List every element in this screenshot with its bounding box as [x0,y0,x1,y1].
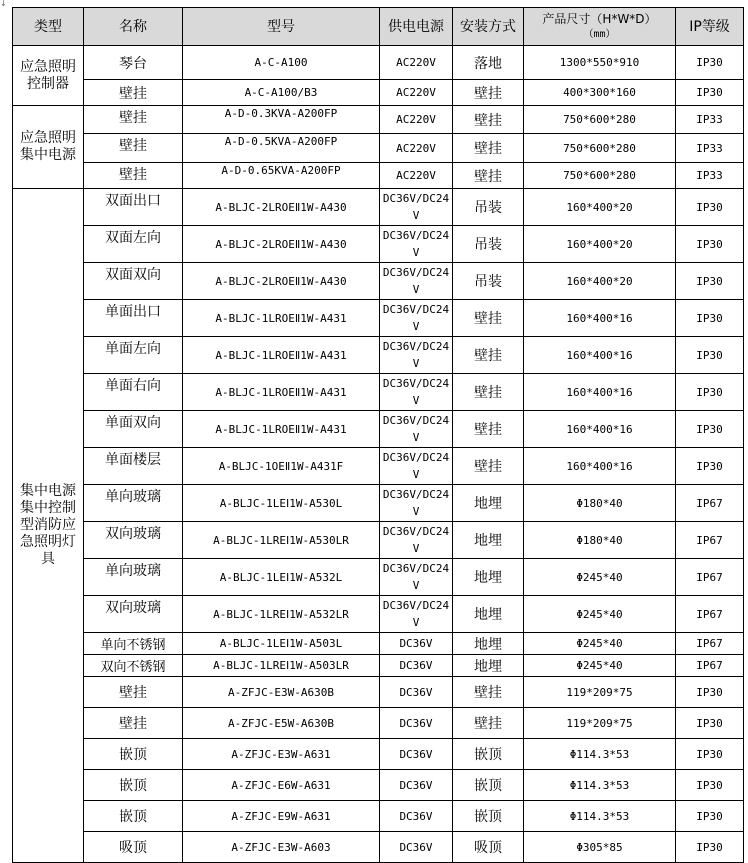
name-cell: 壁挂 [84,163,183,189]
size-cell: Φ245*40 [524,596,676,633]
name-cell: 双面左向 [84,226,183,263]
size-cell: 160*400*20 [524,226,676,263]
name-cell: 壁挂 [84,106,183,134]
product-spec-table [12,7,744,863]
model-cell: A-ZFJC-E3W-A630B [183,677,380,708]
table-row [13,106,744,134]
install-cell: 壁挂 [453,80,524,106]
table-row [13,134,744,163]
model-cell: A-ZFJC-E9W-A631 [183,801,380,832]
name-cell: 单向不锈钢 [84,633,183,655]
name-cell: 单面楼层 [84,448,183,485]
install-cell: 壁挂 [453,337,524,374]
model-cell: A-BLJC-1LREⅠ1W-A530LR [183,522,380,559]
install-cell: 壁挂 [453,411,524,448]
power-cell: DC36V [380,770,453,801]
ip-cell: IP30 [676,337,744,374]
name-cell: 双向不锈钢 [84,655,183,677]
table-body [13,46,744,863]
name-cell: 单面左向 [84,337,183,374]
header-size-unit: （mm） [583,28,616,40]
size-cell: 750*600*280 [524,106,676,134]
table-row [13,374,744,411]
power-cell: DC36V [380,633,453,655]
install-cell: 壁挂 [453,163,524,189]
model-cell: A-D-0.5KVA-A200FP [183,134,380,163]
size-cell: 400*300*160 [524,80,676,106]
table-row [13,485,744,522]
install-cell: 吊装 [453,226,524,263]
model-cell: A-BLJC-1LROEⅡ1W-A431 [183,374,380,411]
model-cell: A-BLJC-1LEⅠ1W-A532L [183,559,380,596]
name-cell: 吸顶 [84,832,183,863]
power-cell: DC36V/DC24V [380,522,453,559]
name-cell: 单面右向 [84,374,183,411]
size-cell: Φ305*85 [524,832,676,863]
model-cell: A-D-0.65KVA-A200FP [183,163,380,189]
table-row [13,226,744,263]
size-cell: Φ114.3*53 [524,801,676,832]
model-cell: A-ZFJC-E6W-A631 [183,770,380,801]
size-cell: Φ245*40 [524,559,676,596]
table-row [13,46,744,80]
size-cell: Φ245*40 [524,655,676,677]
install-cell: 壁挂 [453,300,524,337]
ip-cell: IP67 [676,522,744,559]
model-cell: A-BLJC-2LROEⅡ1W-A430 [183,226,380,263]
ip-cell: IP30 [676,300,744,337]
size-cell: 160*400*16 [524,337,676,374]
ip-cell: IP30 [676,46,744,80]
install-cell: 壁挂 [453,134,524,163]
table-row [13,677,744,708]
model-cell: A-BLJC-1LROEⅡ1W-A431 [183,300,380,337]
model-cell: A-C-A100/B3 [183,80,380,106]
table-row [13,300,744,337]
table-row [13,522,744,559]
power-cell: DC36V/DC24V [380,559,453,596]
header-power: 供电电源 [380,8,453,46]
name-cell: 壁挂 [84,80,183,106]
model-cell: A-BLJC-1LEⅠ1W-A503L [183,633,380,655]
install-cell: 壁挂 [453,677,524,708]
ip-cell: IP30 [676,189,744,226]
type-cell: 集中电源集中控制型消防应急照明灯具 [13,189,84,863]
table-row [13,770,744,801]
name-cell: 单向玻璃 [84,485,183,522]
model-cell: A-BLJC-1LREⅠ1W-A532LR [183,596,380,633]
name-cell: 单面双向 [84,411,183,448]
ip-cell: IP67 [676,633,744,655]
ip-cell: IP30 [676,708,744,739]
size-cell: Φ114.3*53 [524,739,676,770]
size-cell: 750*600*280 [524,134,676,163]
header-size-label: 产品尺寸（H*W*D） [542,11,657,26]
ip-cell: IP30 [676,80,744,106]
install-cell: 吸顶 [453,832,524,863]
table-row [13,739,744,770]
type-cell: 应急照明集中电源 [13,106,84,189]
power-cell: AC220V [380,46,453,80]
power-cell: DC36V [380,739,453,770]
install-cell: 壁挂 [453,106,524,134]
header-install: 安装方式 [453,8,524,46]
table-row [13,163,744,189]
name-cell: 单向玻璃 [84,559,183,596]
size-cell: Φ180*40 [524,522,676,559]
size-cell: 160*400*16 [524,411,676,448]
power-cell: DC36V [380,655,453,677]
name-cell: 壁挂 [84,134,183,163]
ip-cell: IP67 [676,596,744,633]
name-cell: 双面双向 [84,263,183,300]
model-cell: A-BLJC-1OEⅡ1W-A431F [183,448,380,485]
header-name: 名称 [84,8,183,46]
ip-cell: IP30 [676,677,744,708]
model-cell: A-BLJC-1LEⅠ1W-A530L [183,485,380,522]
install-cell: 嵌顶 [453,739,524,770]
name-cell: 双向玻璃 [84,522,183,559]
install-cell: 嵌顶 [453,801,524,832]
ip-cell: IP30 [676,739,744,770]
name-cell: 壁挂 [84,677,183,708]
install-cell: 地埋 [453,633,524,655]
ip-cell: IP67 [676,655,744,677]
size-cell: 1300*550*910 [524,46,676,80]
power-cell: DC36V/DC24V [380,596,453,633]
table-row [13,708,744,739]
ip-cell: IP30 [676,801,744,832]
name-cell: 单面出口 [84,300,183,337]
name-cell: 嵌顶 [84,739,183,770]
install-cell: 壁挂 [453,708,524,739]
name-cell: 壁挂 [84,708,183,739]
table-row [13,337,744,374]
ip-cell: IP30 [676,226,744,263]
name-cell: 双面出口 [84,189,183,226]
table-row [13,801,744,832]
power-cell: DC36V [380,708,453,739]
power-cell: DC36V/DC24V [380,411,453,448]
power-cell: DC36V/DC24V [380,485,453,522]
model-cell: A-BLJC-2LROEⅡ1W-A430 [183,189,380,226]
power-cell: DC36V [380,677,453,708]
model-cell: A-C-A100 [183,46,380,80]
model-cell: A-D-0.3KVA-A200FP [183,106,380,134]
table-row [13,633,744,655]
table-row [13,655,744,677]
table-row [13,411,744,448]
install-cell: 壁挂 [453,448,524,485]
model-cell: A-ZFJC-E3W-A603 [183,832,380,863]
ip-cell: IP33 [676,134,744,163]
model-cell: A-ZFJC-E5W-A630B [183,708,380,739]
install-cell: 吊装 [453,263,524,300]
size-cell: 160*400*16 [524,448,676,485]
table-row [13,80,744,106]
name-cell: 嵌顶 [84,770,183,801]
ip-cell: IP30 [676,374,744,411]
install-cell: 地埋 [453,596,524,633]
install-cell: 壁挂 [453,374,524,411]
table-row [13,448,744,485]
install-cell: 地埋 [453,522,524,559]
power-cell: DC36V [380,801,453,832]
size-cell: 160*400*20 [524,189,676,226]
type-cell: 应急照明控制器 [13,46,84,106]
model-cell: A-BLJC-2LROEⅡ1W-A430 [183,263,380,300]
ip-cell: IP30 [676,263,744,300]
ip-cell: IP67 [676,485,744,522]
corner-marker: ↓ [0,0,7,8]
name-cell: 双向玻璃 [84,596,183,633]
table-row [13,263,744,300]
power-cell: AC220V [380,134,453,163]
size-cell: Φ180*40 [524,485,676,522]
model-cell: A-BLJC-1LROEⅡ1W-A431 [183,411,380,448]
power-cell: AC220V [380,163,453,189]
size-cell: 750*600*280 [524,163,676,189]
ip-cell: IP30 [676,448,744,485]
header-size [524,8,676,46]
power-cell: DC36V [380,832,453,863]
install-cell: 地埋 [453,485,524,522]
model-cell: A-ZFJC-E3W-A631 [183,739,380,770]
ip-cell: IP30 [676,411,744,448]
size-cell: 119*209*75 [524,677,676,708]
power-cell: DC36V/DC24V [380,337,453,374]
power-cell: DC36V/DC24V [380,374,453,411]
name-cell: 嵌顶 [84,801,183,832]
ip-cell: IP30 [676,832,744,863]
header-row [13,8,744,46]
size-cell: 160*400*16 [524,374,676,411]
install-cell: 落地 [453,46,524,80]
install-cell: 地埋 [453,655,524,677]
ip-cell: IP33 [676,163,744,189]
size-cell: 160*400*20 [524,263,676,300]
power-cell: DC36V/DC24V [380,300,453,337]
install-cell: 嵌顶 [453,770,524,801]
ip-cell: IP67 [676,559,744,596]
ip-cell: IP33 [676,106,744,134]
install-cell: 地埋 [453,559,524,596]
model-cell: A-BLJC-1LREⅠ1W-A503LR [183,655,380,677]
power-cell: DC36V/DC24V [380,448,453,485]
install-cell: 吊装 [453,189,524,226]
ip-cell: IP30 [676,770,744,801]
power-cell: DC36V/DC24V [380,189,453,226]
size-cell: 160*400*16 [524,300,676,337]
size-cell: Φ114.3*53 [524,770,676,801]
name-cell: 琴台 [84,46,183,80]
size-cell: Φ245*40 [524,633,676,655]
power-cell: DC36V/DC24V [380,226,453,263]
size-cell: 119*209*75 [524,708,676,739]
header-model: 型号 [183,8,380,46]
power-cell: AC220V [380,106,453,134]
table-row [13,596,744,633]
table-row [13,189,744,226]
table-row [13,559,744,596]
header-type: 类型 [13,8,84,46]
model-cell: A-BLJC-1LROEⅡ1W-A431 [183,337,380,374]
header-ip: IP等级 [676,8,744,46]
power-cell: AC220V [380,80,453,106]
power-cell: DC36V/DC24V [380,263,453,300]
